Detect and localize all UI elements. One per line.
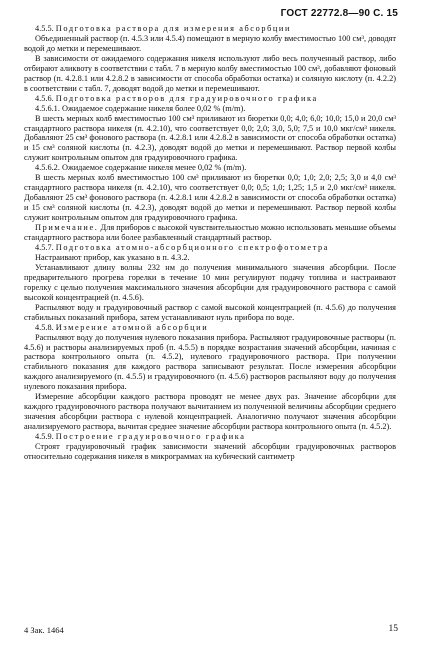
paragraph-text: Настраивают прибор, как указано в п. 4.3.2. xyxy=(35,252,190,262)
paragraph xyxy=(24,163,396,173)
section-number: 4.5.9. xyxy=(35,432,56,442)
section-heading: Построение градуировочного графика xyxy=(55,432,246,442)
paragraph xyxy=(24,392,396,432)
paragraph-text: В шесть мерных колб вместимостью 100 см³ приливают из бюретки 0,0; 1,0; 2,0; 2,5; 3,0 и 4,0 см³ стандартного раствора никеля (п. 4.2.10), что соответствует 0,0; 0,5; 1,0; 1,25; 1,5 и 2,0 мкг/см³ никеля. Добавляют 25 см³ фонового раствора (п. 4.2.8.1 или 4.2.8.2 в зависимости от способа обработки остатка) и 15 см³ соляной кислоты (п. 4.2.3), доводят водой до метки и перемешивают. Раствор первой колбы служит контрольным опытом для градуировочного графика. xyxy=(24,173,396,223)
section-heading: Измерение атомной абсорбции xyxy=(55,322,209,332)
paragraph-text: Измерение абсорбции каждого раствора проводят не менее двух раз. Значение абсорбции для каждого градуировочного раствора получают вычитанием из полученной величины абсорбции среднего значения абсорбции раствора с нулевой концентрацией. Аналогично получают значения абсорбции анализируемого раствора, вычитая среднее значение абсорбции раствора контрольного опыта (п. 4.5.2). xyxy=(24,392,396,432)
paragraph-text: В зависимости от ожидаемого содержания никеля используют либо весь полученный раствор, либо отбирают аликвоту в соответствии с табл. 7 в мерную колбу вместимостью 100 см³, добавляют фоновый раствор (п. 4.2.8.1 или 4.2.8.2 в зависимости от способа обработки остатка) и соляную кислоту (п. 4.2.2) в соответствии с табл. 7, доводят водой до метки и перемешивают. xyxy=(24,53,396,93)
paragraph xyxy=(24,323,396,333)
section-number: 4.5.5. xyxy=(35,24,56,33)
page-number: 15 xyxy=(388,624,398,634)
section-heading: Подготовка атомно-абсорбционного спектрофотометра xyxy=(55,242,330,252)
section-heading: Примечание. xyxy=(35,223,99,233)
paragraph-text: Устанавливают длину волны 232 нм до получения минимального значения абсорбции. После предварительного прогрева горелки в течение 10 мин регулируют подачу топлива и настраивают горелку с целью получения максимального значения абсорбции для градуировочного раствора с самой высокой концентрацией (п. 4.5.6). xyxy=(24,262,396,302)
paragraph xyxy=(24,303,396,323)
paragraph xyxy=(24,333,396,393)
document-body xyxy=(24,24,396,462)
paragraph xyxy=(24,442,396,462)
paragraph xyxy=(24,243,396,253)
paragraph-text: 4.5.6.1. Ожидаемое содержание никеля более 0,02 % (m/m). xyxy=(35,103,246,113)
paragraph xyxy=(24,54,396,94)
paragraph-text: Объединенный раствор (п. 4.5.3 или 4.5.4) помещают в мерную колбу вместимостью 100 см³, доводят водой до метки и перемешивают. xyxy=(24,33,396,53)
paragraph-text: 4.5.6.2. Ожидаемое содержание никеля менее 0,02 % (m/m). xyxy=(35,163,247,173)
paragraph-text: Распыляют воду и градуировочный раствор с самой высокой концентрацией (п. 4.5.6) до получения стабильных показаний прибора, затем устанавливают нуль прибора по воде. xyxy=(24,302,396,322)
section-number: 4.5.6. xyxy=(35,93,56,103)
paragraph xyxy=(24,263,396,303)
section-number: 4.5.7. xyxy=(35,242,56,252)
section-heading: Подготовка растворов для градуировочного графика xyxy=(55,93,318,103)
section-number: 4.5.8. xyxy=(35,322,56,332)
paragraph xyxy=(24,34,396,54)
paragraph-text: Строят градуировочный график зависимости значений абсорбции градуировочных растворов относительно содержания никеля в микрограммах на кубический сантиметр xyxy=(24,442,396,461)
paragraph xyxy=(24,104,396,114)
paragraph xyxy=(24,94,396,104)
paragraph xyxy=(24,114,396,164)
paragraph xyxy=(24,24,396,34)
paragraph xyxy=(24,173,396,223)
section-heading: Подготовка раствора для измерения абсорбции xyxy=(55,24,292,33)
order-number: 4 Зак. 1464 xyxy=(24,625,64,635)
page-header: ГОСТ 22772.8—90 С. 15 xyxy=(280,8,398,19)
paragraph xyxy=(24,253,396,263)
paragraph-text: Для приборов с высокой чувствительностью можно использовать меньшие объемы стандартного раствора или более разбавленный стандартный раствор. xyxy=(24,223,396,243)
paragraph xyxy=(24,223,396,243)
paragraph-text: Распыляют воду до получения нулевого показания прибора. Распыляют градуировочные растворы (п. 4.5.6) и растворы анализируемых проб (п. 4.5.5) в порядке возрастания значений абсорбции, начиная с раствора контрольного опыта (п. 4.5.2), нулевого градуировочного раствора. При получении стабильного показания для каждого раствора записывают результат. После измерения абсорбции каждого анализируемого (п. 4.5.5) и градуировочного (п. 4.5.6) растворов распыляют воду до получения нулевого показания прибора. xyxy=(24,332,396,392)
paragraph xyxy=(24,432,396,442)
paragraph-text: В шесть мерных колб вместимостью 100 см³ приливают из бюретки 0,0; 4,0; 6,0; 10,0; 15,0 и 20,0 см³ стандартного раствора никеля (п. 4.2.10), что соответствует 0,0; 2,0; 3,0, 5,0; 7,5 и 10,0 мкг/см³ никеля. Добавляют 25 см³ фонового раствора (п. 4.2.8.1 или 4.2.8.2 в зависимости от способа обработки остатка) и 15 см³ соляной кислоты (п. 4.2.3), доводят водой до метки и перемешивают. Раствор первой колбы служит контрольным опытом для градуировочного графика. xyxy=(24,113,396,163)
